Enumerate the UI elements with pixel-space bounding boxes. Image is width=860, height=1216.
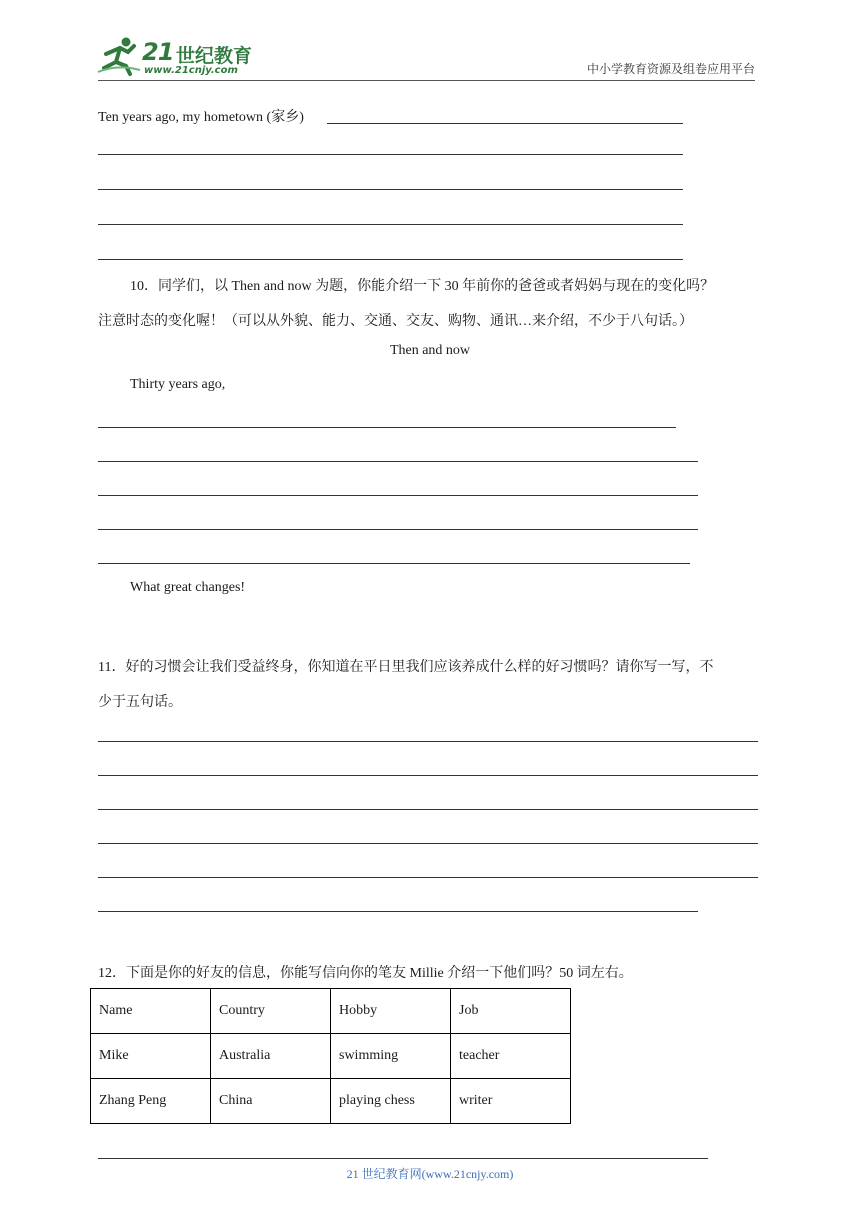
table-cell: teacher (451, 1034, 571, 1079)
logo-text: 世纪教育 (176, 45, 253, 67)
logo-number: 21 (142, 38, 174, 66)
logo-url: www.21cnjy.com (144, 65, 238, 76)
table-cell: Hobby (331, 989, 451, 1034)
table-row (91, 989, 571, 1034)
header-rule (98, 80, 755, 81)
site-label: 中小学教育资源及组卷应用平台 (586, 62, 755, 76)
q11-question-line2: 少于五句话。 (98, 695, 182, 710)
q12-question: 12．下面是你的好友的信息，你能写信向你的笔友 Millie 介绍一下他们吗？50 词左右。 (98, 966, 633, 981)
runner-icon (96, 36, 142, 76)
table-cell: Zhang Peng (91, 1079, 211, 1124)
logo (96, 36, 266, 78)
footer-rule (98, 1158, 708, 1159)
q11-question-line1: 11．好的习惯会让我们受益终身，你知道在平日里我们应该养成什么样的好习惯吗？请你写一写，不 (98, 660, 714, 675)
answer-line[interactable] (98, 843, 758, 844)
q10-essay-start: Thirty years ago, (130, 377, 226, 392)
q9-prompt: Ten years ago, my hometown (家乡) (98, 110, 304, 125)
answer-line[interactable] (98, 259, 683, 260)
answer-line[interactable] (98, 809, 758, 810)
table-cell: Mike (91, 1034, 211, 1079)
answer-line[interactable] (98, 154, 683, 155)
table-cell: China (211, 1079, 331, 1124)
answer-line[interactable] (98, 189, 683, 190)
answer-line[interactable] (98, 775, 758, 776)
table-row (91, 1079, 571, 1124)
answer-line[interactable] (98, 529, 698, 530)
answer-line[interactable] (98, 224, 683, 225)
answer-line[interactable] (98, 911, 698, 912)
answer-line[interactable] (327, 123, 683, 124)
table-cell: swimming (331, 1034, 451, 1079)
answer-line[interactable] (98, 495, 698, 496)
q10-question-line1: 10．同学们，以 Then and now 为题，你能介绍一下 30 年前你的爸爸或者妈妈与现在的变化吗？ (130, 279, 715, 294)
answer-line[interactable] (98, 427, 676, 428)
table-cell: writer (451, 1079, 571, 1124)
table-cell: Name (91, 989, 211, 1034)
table-row (91, 1034, 571, 1079)
q10-essay-title: Then and now (389, 343, 471, 358)
table-cell: Australia (211, 1034, 331, 1079)
table-cell: playing chess (331, 1079, 451, 1124)
footer-text[interactable]: 21 世纪教育网(www.21cnjy.com) (346, 1167, 514, 1181)
answer-line[interactable] (98, 877, 758, 878)
table-cell: Job (451, 989, 571, 1034)
friend-info-table (90, 988, 571, 1124)
answer-line[interactable] (98, 741, 758, 742)
answer-line[interactable] (98, 563, 690, 564)
q10-question-line2: 注意时态的变化喔！（可以从外貌、能力、交通、交友、购物、通讯…来介绍，不少于八句话。） (98, 314, 693, 329)
answer-line[interactable] (98, 461, 698, 462)
table-cell: Country (211, 989, 331, 1034)
q10-essay-end: What great changes! (130, 580, 246, 595)
